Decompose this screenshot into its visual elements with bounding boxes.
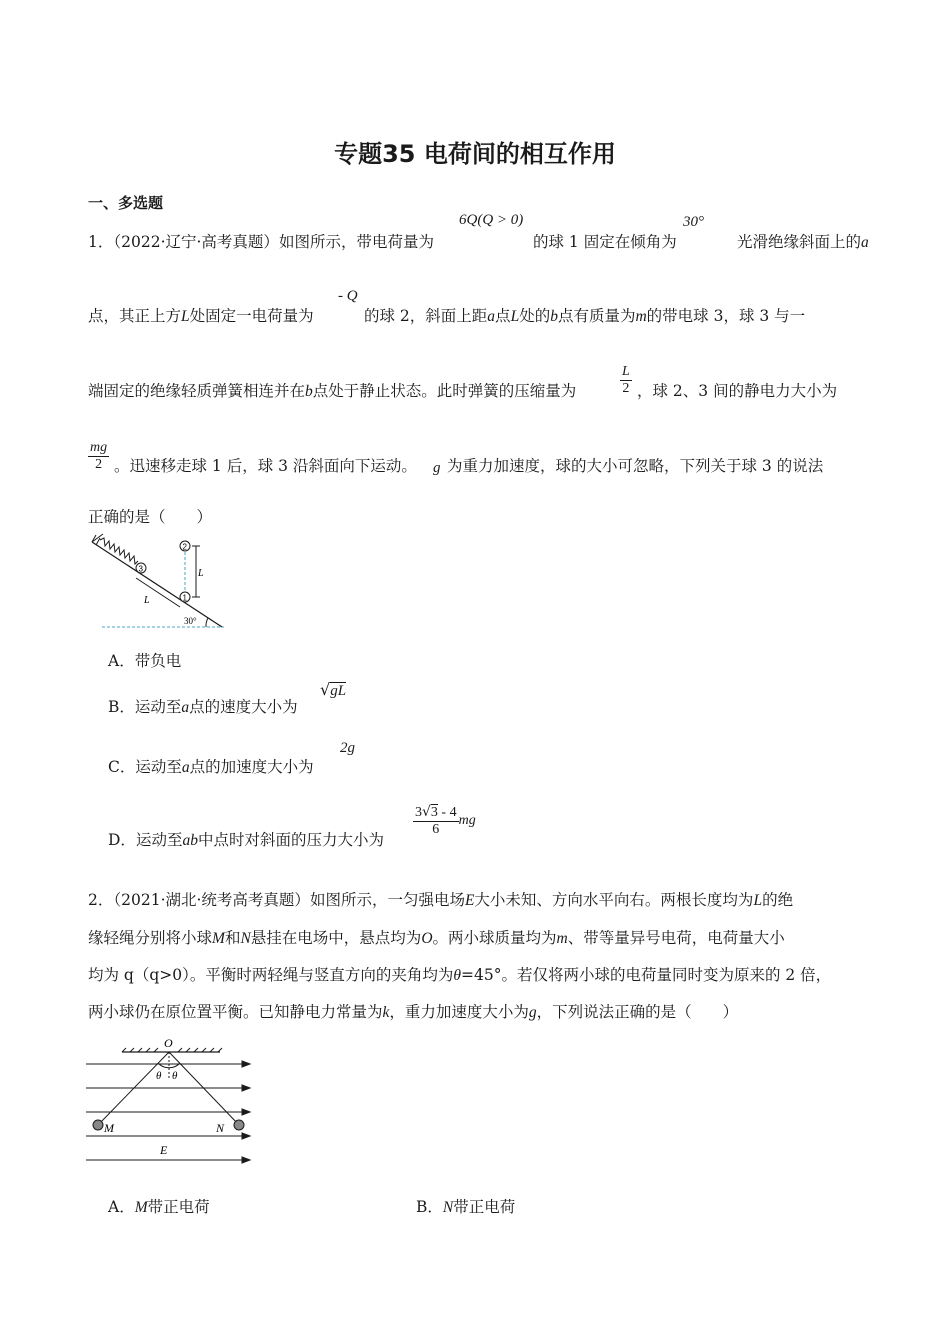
- q1-angle-formula: 30°: [683, 214, 704, 230]
- q2-option-b[interactable]: B．N带正电荷: [416, 1198, 516, 1216]
- q1-option-d[interactable]: D．运动至ab中点时对斜面的压力大小为: [108, 831, 384, 849]
- q1-line-1c: 光滑绝缘斜面上的a: [737, 233, 869, 251]
- q1-option-c-math: 2g: [340, 740, 355, 756]
- q1-option-b-math: √gL: [320, 680, 347, 699]
- q1-negative-charge: - Q: [338, 288, 358, 304]
- q2-line-1: 2．（2021·湖北·统考高考真题）如图所示，一匀强电场E大小未知、方向水平向右。两根长度均为L的绝: [88, 891, 794, 909]
- label-L-vertical: L: [198, 568, 204, 579]
- label-E: E: [160, 1143, 168, 1157]
- q1-option-d-math: $\frac{3√3 - 4}{6}$ mg: [415, 804, 476, 837]
- q1-line-4b: 为重力加速度，球的大小可忽略，下列关于球 3 的说法: [447, 457, 824, 475]
- q1-figure: [88, 530, 228, 636]
- q1-line-3a: 端固定的绝缘轻质弹簧相连并在b点处于静止状态。此时弹簧的压缩量为: [88, 382, 577, 400]
- label-L-slope: L: [144, 595, 150, 606]
- q1-line-1b: 的球 1 固定在倾角为: [533, 233, 677, 251]
- q1-option-c[interactable]: C．运动至a点的加速度大小为: [108, 758, 314, 776]
- incline-surface: [92, 542, 222, 627]
- q1-line-3b: ，球 2、3 间的静电力大小为: [637, 382, 838, 400]
- label-theta-right: θ: [172, 1070, 178, 1082]
- q2-line-2: 缘轻绳分别将小球M和N悬挂在电场中，悬点均为O。两小球质量均为m、带等量异号电荷，电荷量大小: [88, 929, 785, 947]
- ball-M: [93, 1120, 103, 1130]
- q1-line-2a: 点，其正上方L处固定一电荷量为: [88, 307, 314, 325]
- label-M: M: [104, 1121, 114, 1135]
- label-O: O: [164, 1036, 173, 1050]
- q1-line-2b: 的球 2，斜面上距a点L处的b点有质量为m的带电球 3，球 3 与一: [364, 307, 806, 325]
- q1-option-b[interactable]: B．运动至a点的速度大小为: [108, 698, 298, 716]
- q1-force-fraction: $\frac{mg}{2}$: [90, 440, 108, 472]
- q2-line-4: 两小球仍在原位置平衡。已知静电力常量为k，重力加速度大小为g，下列说法正确的是（ ）: [88, 1003, 739, 1021]
- ball-N: [234, 1120, 244, 1130]
- q2-figure: [84, 1036, 254, 1166]
- q1-line-4a: 。迅速移走球 1 后，球 3 沿斜面向下运动。: [114, 457, 417, 475]
- label-theta-left: θ: [156, 1070, 162, 1082]
- q1-line-5: 正确的是（ ）: [88, 508, 213, 526]
- q1-charge-formula: 6Q(Q > 0): [459, 212, 524, 228]
- label-angle: 30°: [184, 616, 197, 626]
- page-title: 专题35 电荷间的相互作用: [334, 140, 616, 168]
- ball-1-label: 1: [182, 593, 187, 603]
- q1-option-a[interactable]: A．带负电: [108, 652, 182, 670]
- slope-dimension: [136, 578, 180, 607]
- q2-line-3: 均为 q（q>0）。平衡时两轻绳与竖直方向的夹角均为θ=45°。若仅将两小球的电荷量同时变为原来的 2 倍，: [88, 966, 832, 984]
- q2-option-a[interactable]: A．M带正电荷: [108, 1198, 210, 1216]
- ball-2-label: 2: [182, 542, 187, 552]
- q1-g-symbol: g: [433, 460, 441, 476]
- section-heading: 一、多选题: [88, 194, 164, 212]
- q1-compression-fraction: $\frac{L}{2}$: [622, 364, 630, 396]
- field-lines: [86, 1061, 250, 1163]
- q1-line-1: 1．（2022·辽宁·高考真题）如图所示，带电荷量为: [88, 233, 434, 251]
- ball-3-label: 3: [138, 564, 143, 574]
- label-N: N: [216, 1121, 225, 1135]
